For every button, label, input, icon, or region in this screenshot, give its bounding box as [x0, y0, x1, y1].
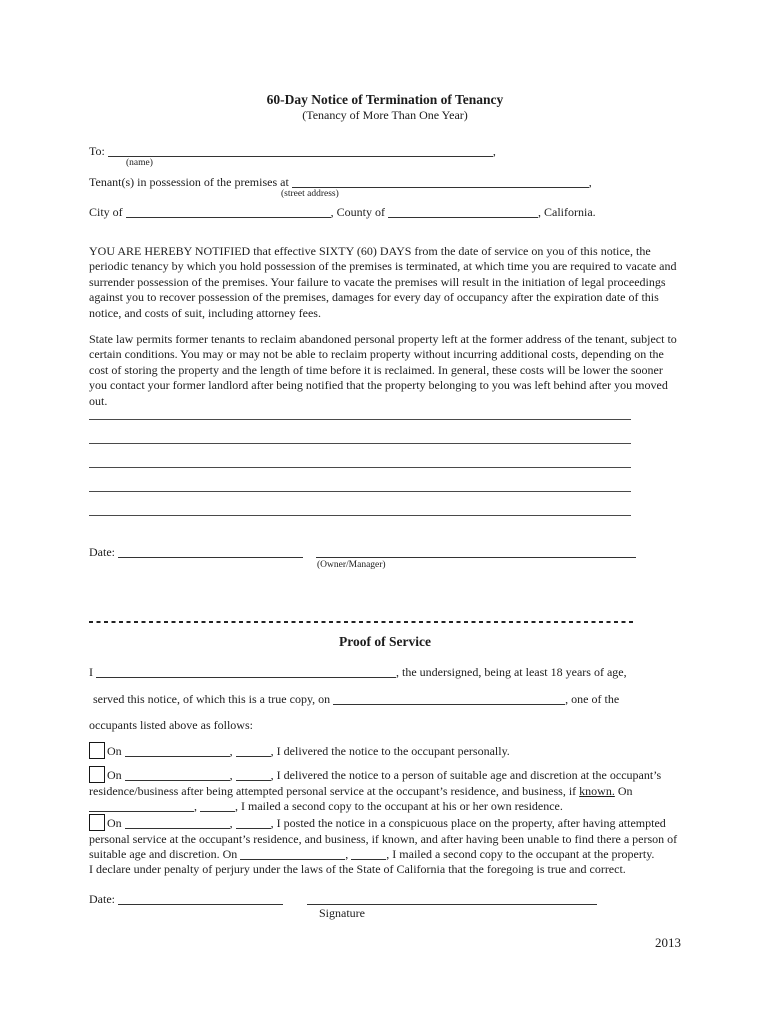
- substituted-service-date-blank[interactable]: [125, 770, 230, 781]
- on-label: On: [107, 768, 122, 783]
- substituted-service-text-1: , I delivered the notice to a person of suitable age and discretion at the occupant’s residence/business after being attempted personal service at the occupant’s residence, and business, if: [89, 768, 662, 798]
- comma: ,: [345, 846, 349, 861]
- premises-row: [89, 176, 681, 189]
- document-title: 60-Day Notice of Termination of Tenancy: [266, 92, 504, 107]
- server-date-row: [89, 893, 681, 906]
- posting-year-blank[interactable]: [236, 818, 271, 829]
- server-name-blank[interactable]: [96, 667, 396, 678]
- on-label: On: [107, 816, 122, 831]
- substituted-mailed-year-blank[interactable]: [200, 801, 235, 812]
- served-suffix: , one of the: [565, 692, 620, 707]
- writing-line[interactable]: [89, 492, 631, 516]
- city-label: City of: [89, 205, 123, 219]
- comma: ,: [229, 816, 233, 831]
- on-label: On: [107, 744, 122, 759]
- street-address-caption: (street address): [281, 189, 339, 199]
- premises-label: Tenant(s) in possession of the premises at: [89, 175, 289, 189]
- known-underlined-word: known.: [579, 783, 615, 798]
- writing-line[interactable]: [89, 420, 631, 444]
- intro-i-label: I: [89, 665, 93, 680]
- to-row: [89, 145, 681, 158]
- posting-mailed-date-blank[interactable]: [240, 849, 345, 860]
- owner-date-row: [89, 546, 681, 559]
- service-item-posting: [89, 814, 681, 862]
- personal-delivery-text: , I delivered the notice to the occupant personally.: [270, 744, 510, 759]
- form-year: 2013: [655, 935, 681, 951]
- owner-date-blank[interactable]: [118, 547, 303, 558]
- signature-caption: Signature: [319, 906, 365, 921]
- name-caption: (name): [126, 158, 153, 168]
- service-item-substituted-service: [89, 766, 681, 814]
- perjury-declaration: I declare under penalty of perjury under the laws of the State of California that the foregoing is true and correct.: [89, 862, 626, 877]
- document-content: [89, 0, 681, 951]
- posting-mailed-year-blank[interactable]: [351, 849, 386, 860]
- to-label: To:: [89, 144, 105, 158]
- document-subtitle: (Tenancy of More Than One Year): [302, 108, 468, 122]
- county-label: , County of: [330, 205, 386, 219]
- comma: ,: [194, 798, 197, 813]
- comma: ,: [229, 768, 233, 783]
- writing-line[interactable]: [89, 409, 631, 420]
- city-county-row: [89, 206, 681, 219]
- reclaim-property-paragraph: State law permits former tenants to reclaim abandoned personal property left at the former address of the tenant, subject to certain conditions. You may or may not be able to reclaim property without incurring additional costs, depending on the cost of storing the property and the length of time before it is reclaimed. In general, these costs will be lower the sooner you contact your former landlord after being notified that the property belonging to you was left behind after you moved out.: [89, 332, 677, 408]
- owner-date-label: Date:: [89, 545, 115, 560]
- county-blank[interactable]: [388, 207, 538, 218]
- substituted-service-checkbox[interactable]: [89, 766, 105, 783]
- tenant-name-blank[interactable]: [108, 146, 493, 157]
- service-item-personal-delivery: [89, 742, 681, 759]
- premises-comma: ,: [588, 175, 592, 189]
- comma: ,: [229, 744, 233, 759]
- occupants-line: occupants listed above as follows:: [89, 718, 253, 733]
- served-date-row: [89, 692, 681, 706]
- posting-text-1: , I posted the notice in a conspicuous place on the property, after having attempted personal service at the occupant’s residence, and business, if known, and after having been unable to find there a person of suitable age and discretion. On: [89, 816, 678, 861]
- substituted-mailed-date-blank[interactable]: [89, 801, 194, 812]
- server-date-label: Date:: [89, 892, 115, 907]
- personal-delivery-checkbox[interactable]: [89, 742, 105, 759]
- posting-text-3: , I mailed a second copy to the occupant at the property.: [386, 846, 655, 861]
- city-blank[interactable]: [126, 207, 331, 218]
- writing-lines: [89, 409, 681, 516]
- writing-line[interactable]: [89, 468, 631, 492]
- state-label: , California.: [538, 205, 596, 219]
- server-signature-blank[interactable]: [307, 894, 597, 905]
- proof-of-service-heading: Proof of Service: [339, 634, 431, 650]
- owner-signature-blank[interactable]: [316, 547, 636, 558]
- street-address-blank[interactable]: [292, 177, 589, 188]
- owner-manager-caption: (Owner/Manager): [317, 560, 386, 571]
- substituted-service-year-blank[interactable]: [236, 770, 271, 781]
- personal-delivery-date-blank[interactable]: [125, 746, 230, 757]
- dashed-separator: [89, 621, 636, 623]
- substituted-service-text-3: , I mailed a second copy to the occupant at his or her own residence.: [235, 798, 563, 813]
- personal-delivery-year-blank[interactable]: [236, 746, 271, 757]
- intro-after-name: , the undersigned, being at least 18 years of age,: [396, 665, 627, 680]
- server-name-row: [89, 665, 681, 679]
- served-prefix: served this notice, of which this is a true copy, on: [93, 692, 331, 707]
- posting-date-blank[interactable]: [125, 818, 230, 829]
- writing-line[interactable]: [89, 444, 631, 468]
- served-date-blank[interactable]: [333, 694, 565, 705]
- server-date-blank[interactable]: [118, 894, 283, 905]
- to-comma: ,: [492, 144, 496, 158]
- substituted-service-text-2: On: [617, 783, 633, 798]
- notice-paragraph: YOU ARE HEREBY NOTIFIED that effective SIXTY (60) DAYS from the date of service on you of this notice, the periodic tenancy by which you hold possession of the premises is terminated, at which time you are required to vacate and surrender possession of the premises. Your failure to vacate the premises will result in the initiation of legal proceedings against you to recover possession of the premises, damages for every day of occupancy after the expiration date of this notice, and costs of suit, including attorney fees.: [89, 244, 677, 320]
- posting-checkbox[interactable]: [89, 814, 105, 831]
